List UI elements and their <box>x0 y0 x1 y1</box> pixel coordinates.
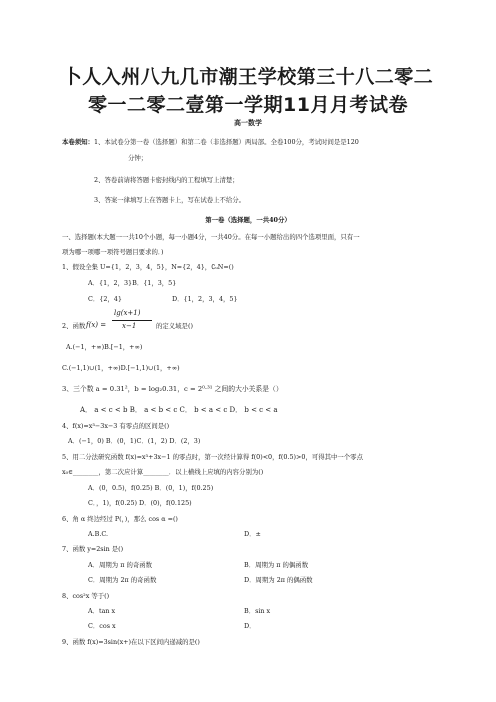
question-9: 9、函数 f(x)=3sin(x+)在以下区间内递减的是() <box>62 638 200 646</box>
question-8-option-b: B．sin x <box>244 607 271 615</box>
question-7: 7、函数 y=2sin 是() <box>62 545 124 553</box>
question-2-suffix: 的定义域是() <box>156 322 193 330</box>
question-8: 8、cos²x 等于() <box>62 592 110 600</box>
question-2-option-ab: A.(−1，+∞)B.[−1，+∞) <box>66 343 143 351</box>
question-4: 4、f(x)=x³−3x−3 有零点的区间是() <box>62 422 170 430</box>
exam-title-line2: 零一二零二壹第一学期11月月考试卷 <box>88 94 408 116</box>
fraction-numerator: lg(x+1) <box>114 309 141 317</box>
notice-1-text: 1、本试卷分第一卷（选择题）和第二卷（非选择题）两局部。全卷100分，考试时间是是120 <box>93 138 359 146</box>
question-6: 6、角 α 终边经过 P(，)，那么 cos α =() <box>62 515 178 523</box>
question-5b: x₀∈________，第二次应计算________．以上横线上应填的内容分别为() <box>62 468 264 476</box>
section-heading: 第一卷（选择题，一共40分） <box>205 216 291 224</box>
instructions-1: 一、选择题(本大题一一共10个小题，每一小题4分，一共40分。在每一小题给出的四个选项里面，只有一 <box>62 233 360 241</box>
question-2-option-cd: C.(−1,1)∪(1，+∞)D.[−1,1)∪(1，+∞) <box>62 364 180 372</box>
question-7-option-c: C．周期为 2π 的奇函数 <box>88 576 157 584</box>
instructions-2: 项为哪一项哪一项符号题目要求的．) <box>62 248 164 256</box>
notice-3: 3、答案一律填写上在答题卡上，写在试卷上不给分。 <box>94 196 246 204</box>
question-8-option-c: C．cos x <box>88 622 116 630</box>
question-1: 1、假设全集 U={1，2，3，4，5}，N={2，4}，∁ᵤN=() <box>62 263 234 271</box>
question-4-options: A．(−1，0) B．(0，1)C．(1，2) D．(2，3) <box>68 437 201 445</box>
question-1-option-d: D．{1，2，3，4，5} <box>172 295 238 303</box>
notice-2: 2、答卷前请将答题卡密封线内的工程填写上清楚； <box>94 176 239 184</box>
question-5: 5、用二分法研究函数 f(x)=x³+3x−1 的零点时，第一次经计算得 f(0)<0，f(0.5)>0，可得其中一个零点 <box>62 453 363 461</box>
question-7-option-a: A．周期为 π 的奇函数 <box>88 561 153 569</box>
notice-label: 本卷须知： <box>62 138 94 146</box>
question-5-option-cd: C．，1)，f(0.25) D．(0)，f(0.125) <box>88 499 192 507</box>
question-8-option-d: D． <box>244 622 256 630</box>
question-7-option-b: B．周期为 π 的偶函数 <box>244 561 309 569</box>
question-5-option-ab: A．(0，0.5)，f(0.25) B．(0，1)，f(0.25) <box>88 484 214 492</box>
question-3: 3、三个数 a = 0.31²，b = log₂0.31，c = 2⁰·³¹ 之间的大小关系是（） <box>62 385 283 393</box>
question-2-fx: f(x) = <box>86 321 107 329</box>
question-1-option-c: C．{2，4} <box>88 295 122 303</box>
fraction-bar <box>112 320 152 321</box>
notice-1 <box>62 138 359 146</box>
question-2-prefix: 2、函数 <box>62 322 86 330</box>
question-8-option-a: A．tan x <box>88 607 116 615</box>
notice-1b: 分钟； <box>128 154 148 162</box>
question-1-option-ab: A．{1，2，3}B．{1，3，5} <box>88 279 177 287</box>
question-6-option-d: D．± <box>244 530 261 538</box>
exam-title-line1: 卜人入州八九几市潮王学校第三十八二零二 <box>62 66 434 88</box>
subject-heading: 高一数学 <box>234 118 262 127</box>
question-7-option-d: D．周期为 2π 的偶函数 <box>244 576 313 584</box>
question-3-options: A． a < c < b B． a < b < c C． b < a < c D． b < c < a <box>80 406 278 414</box>
fraction-denominator: x−1 <box>122 322 137 330</box>
question-6-option-abc: A.B.C. <box>88 530 109 538</box>
